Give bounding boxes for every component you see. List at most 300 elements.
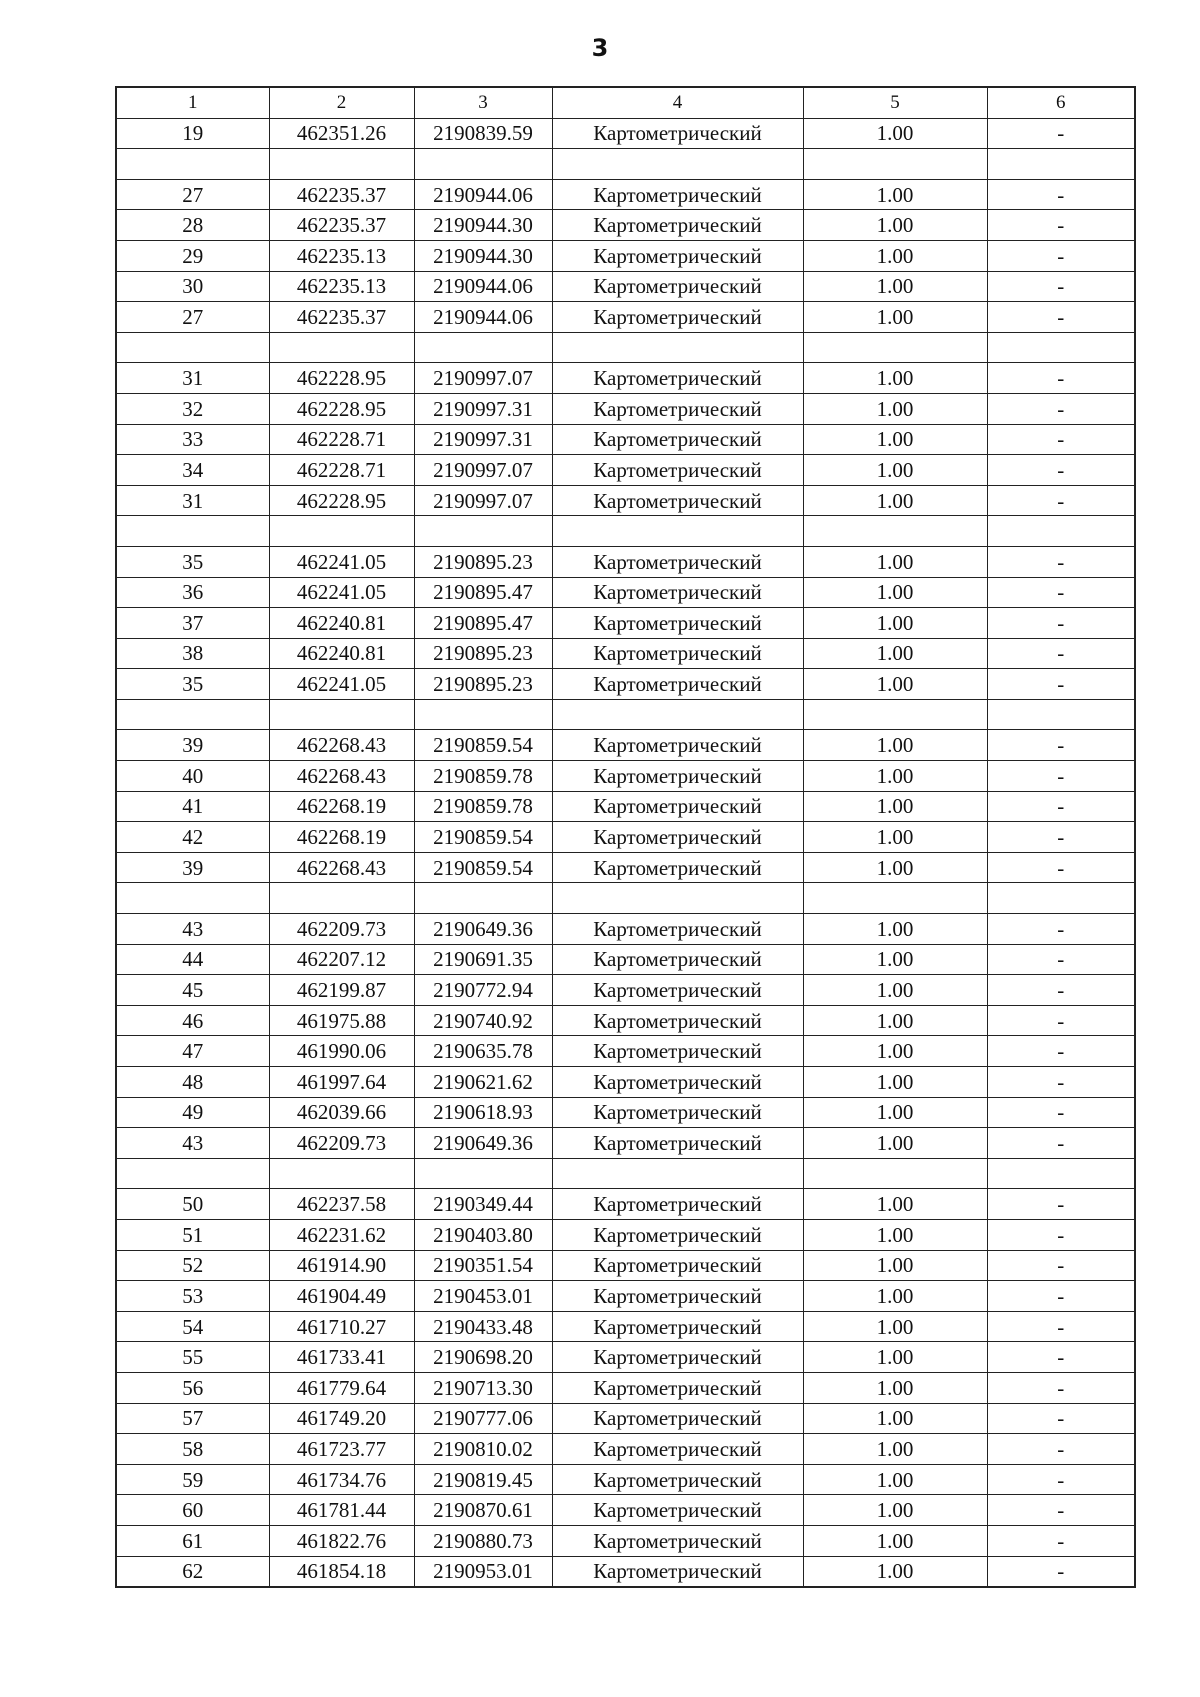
point-number-cell [116,883,269,914]
note-cell: - [987,944,1135,975]
y-coordinate-cell: 2190839.59 [414,118,552,149]
x-coordinate-cell: 462351.26 [269,118,414,149]
note-cell: - [987,1189,1135,1220]
method-cell: Картометрический [552,1372,803,1403]
method-cell: Картометрический [552,1250,803,1281]
accuracy-cell: 1.00 [803,638,987,669]
table-row [116,1311,1135,1342]
method-cell: Картометрический [552,1189,803,1220]
accuracy-cell: 1.00 [803,118,987,149]
table-row-spacer [116,883,1135,914]
y-coordinate-cell: 2190870.61 [414,1495,552,1526]
method-cell: Картометрический [552,1525,803,1556]
accuracy-cell: 1.00 [803,1250,987,1281]
accuracy-cell: 1.00 [803,1525,987,1556]
method-cell: Картометрический [552,210,803,241]
note-cell: - [987,730,1135,761]
x-coordinate-cell: 462199.87 [269,975,414,1006]
method-cell: Картометрический [552,791,803,822]
accuracy-cell: 1.00 [803,424,987,455]
y-coordinate-cell: 2190691.35 [414,944,552,975]
y-coordinate-cell: 2190859.54 [414,822,552,853]
y-coordinate-cell: 2190944.30 [414,240,552,271]
x-coordinate-cell: 462235.13 [269,240,414,271]
point-number-cell: 46 [116,1005,269,1036]
accuracy-cell: 1.00 [803,455,987,486]
x-coordinate-cell: 462228.95 [269,393,414,424]
note-cell: - [987,1219,1135,1250]
method-cell: Картометрический [552,914,803,945]
y-coordinate-cell [414,516,552,547]
point-number-cell: 41 [116,791,269,822]
method-cell: Картометрический [552,730,803,761]
y-coordinate-cell: 2190895.47 [414,608,552,639]
note-cell: - [987,1311,1135,1342]
accuracy-cell: 1.00 [803,975,987,1006]
method-cell: Картометрический [552,1403,803,1434]
y-coordinate-cell: 2190859.54 [414,852,552,883]
table-row [116,1219,1135,1250]
accuracy-cell: 1.00 [803,1128,987,1159]
method-cell: Картометрический [552,546,803,577]
x-coordinate-cell: 461904.49 [269,1281,414,1312]
y-coordinate-cell: 2190777.06 [414,1403,552,1434]
accuracy-cell: 1.00 [803,822,987,853]
y-coordinate-cell: 2190740.92 [414,1005,552,1036]
y-coordinate-cell: 2190944.06 [414,179,552,210]
note-cell: - [987,210,1135,241]
method-cell: Картометрический [552,1464,803,1495]
method-cell [552,883,803,914]
y-coordinate-cell: 2190649.36 [414,914,552,945]
table-header [116,87,1135,118]
note-cell: - [987,761,1135,792]
point-number-cell: 39 [116,852,269,883]
point-number-cell: 39 [116,730,269,761]
y-coordinate-cell: 2190403.80 [414,1219,552,1250]
method-cell [552,699,803,730]
x-coordinate-cell: 462235.13 [269,271,414,302]
y-coordinate-cell: 2190810.02 [414,1434,552,1465]
y-coordinate-cell: 2190859.78 [414,791,552,822]
note-cell: - [987,1403,1135,1434]
y-coordinate-cell: 2190997.31 [414,393,552,424]
table-row [116,1250,1135,1281]
point-number-cell: 29 [116,240,269,271]
point-number-cell: 48 [116,1067,269,1098]
accuracy-cell: 1.00 [803,363,987,394]
accuracy-cell: 1.00 [803,240,987,271]
method-cell: Картометрический [552,608,803,639]
point-number-cell: 43 [116,1128,269,1159]
method-cell: Картометрический [552,1097,803,1128]
accuracy-cell: 1.00 [803,302,987,333]
point-number-cell: 56 [116,1372,269,1403]
method-cell: Картометрический [552,271,803,302]
x-coordinate-cell: 462228.71 [269,455,414,486]
y-coordinate-cell [414,1158,552,1189]
method-cell: Картометрический [552,1219,803,1250]
method-cell: Картометрический [552,944,803,975]
accuracy-cell: 1.00 [803,393,987,424]
table-row [116,577,1135,608]
page-number: 3 [591,34,609,62]
y-coordinate-cell: 2190944.06 [414,271,552,302]
note-cell: - [987,669,1135,700]
note-cell: - [987,1434,1135,1465]
method-cell: Картометрический [552,669,803,700]
accuracy-cell: 1.00 [803,1403,987,1434]
point-number-cell: 51 [116,1219,269,1250]
note-cell: - [987,363,1135,394]
note-cell [987,883,1135,914]
header-row [116,87,1135,118]
method-cell: Картометрический [552,975,803,1006]
x-coordinate-cell: 462241.05 [269,546,414,577]
point-number-cell: 36 [116,577,269,608]
x-coordinate-cell: 462268.43 [269,730,414,761]
note-cell: - [987,455,1135,486]
method-cell: Картометрический [552,240,803,271]
accuracy-cell: 1.00 [803,730,987,761]
method-cell: Картометрический [552,852,803,883]
table-row [116,791,1135,822]
x-coordinate-cell: 461779.64 [269,1372,414,1403]
table-row [116,1403,1135,1434]
note-cell: - [987,179,1135,210]
table-row [116,975,1135,1006]
x-coordinate-cell: 461975.88 [269,1005,414,1036]
x-coordinate-cell: 461997.64 [269,1067,414,1098]
note-cell: - [987,1067,1135,1098]
point-number-cell: 28 [116,210,269,241]
x-coordinate-cell: 461734.76 [269,1464,414,1495]
method-cell: Картометрический [552,822,803,853]
accuracy-cell [803,699,987,730]
note-cell: - [987,1281,1135,1312]
point-number-cell: 57 [116,1403,269,1434]
note-cell: - [987,302,1135,333]
x-coordinate-cell [269,883,414,914]
point-number-cell [116,516,269,547]
note-cell: - [987,577,1135,608]
point-number-cell: 53 [116,1281,269,1312]
accuracy-cell [803,332,987,363]
point-number-cell: 27 [116,302,269,333]
table-row [116,455,1135,486]
x-coordinate-cell: 462241.05 [269,577,414,608]
x-coordinate-cell: 462235.37 [269,179,414,210]
table-row [116,944,1135,975]
point-number-cell: 31 [116,363,269,394]
accuracy-cell: 1.00 [803,210,987,241]
x-coordinate-cell: 462235.37 [269,210,414,241]
point-number-cell: 31 [116,485,269,516]
table-row [116,271,1135,302]
note-cell [987,516,1135,547]
accuracy-cell: 1.00 [803,791,987,822]
point-number-cell [116,149,269,180]
point-number-cell [116,699,269,730]
method-cell: Картометрический [552,485,803,516]
x-coordinate-cell [269,1158,414,1189]
y-coordinate-cell: 2190895.23 [414,669,552,700]
point-number-cell: 45 [116,975,269,1006]
method-cell: Картометрический [552,1036,803,1067]
note-cell: - [987,1464,1135,1495]
point-number-cell: 37 [116,608,269,639]
method-cell: Картометрический [552,118,803,149]
accuracy-cell: 1.00 [803,1495,987,1526]
x-coordinate-cell: 462209.73 [269,1128,414,1159]
y-coordinate-cell: 2190859.78 [414,761,552,792]
x-coordinate-cell: 462231.62 [269,1219,414,1250]
note-cell: - [987,424,1135,455]
method-cell [552,149,803,180]
note-cell: - [987,393,1135,424]
accuracy-cell: 1.00 [803,1281,987,1312]
accuracy-cell: 1.00 [803,852,987,883]
table-row-spacer [116,332,1135,363]
table-row [116,761,1135,792]
x-coordinate-cell: 462268.43 [269,852,414,883]
y-coordinate-cell: 2190895.47 [414,577,552,608]
table-row [116,363,1135,394]
x-coordinate-cell [269,516,414,547]
y-coordinate-cell: 2190618.93 [414,1097,552,1128]
table-row [116,1067,1135,1098]
method-cell [552,332,803,363]
method-cell: Картометрический [552,1556,803,1587]
method-cell: Картометрический [552,1067,803,1098]
note-cell: - [987,1250,1135,1281]
accuracy-cell: 1.00 [803,1311,987,1342]
coordinates-table [115,86,1136,1588]
y-coordinate-cell: 2190349.44 [414,1189,552,1220]
point-number-cell [116,332,269,363]
table-row [116,1556,1135,1587]
method-cell: Картометрический [552,761,803,792]
table-row [116,1189,1135,1220]
x-coordinate-cell: 462228.71 [269,424,414,455]
note-cell: - [987,608,1135,639]
accuracy-cell: 1.00 [803,608,987,639]
point-number-cell: 33 [116,424,269,455]
note-cell: - [987,485,1135,516]
x-coordinate-cell: 462268.43 [269,761,414,792]
x-coordinate-cell: 462235.37 [269,302,414,333]
point-number-cell: 38 [116,638,269,669]
point-number-cell: 42 [116,822,269,853]
note-cell: - [987,1495,1135,1526]
table-row [116,914,1135,945]
accuracy-cell [803,516,987,547]
note-cell: - [987,271,1135,302]
table-body [116,118,1135,1587]
y-coordinate-cell: 2190895.23 [414,546,552,577]
y-coordinate-cell: 2190351.54 [414,1250,552,1281]
accuracy-cell: 1.00 [803,1097,987,1128]
method-cell: Картометрический [552,1342,803,1373]
table-row [116,546,1135,577]
table-row [116,730,1135,761]
point-number-cell: 49 [116,1097,269,1128]
table-row [116,1036,1135,1067]
accuracy-cell: 1.00 [803,1005,987,1036]
method-cell: Картометрический [552,424,803,455]
x-coordinate-cell: 462268.19 [269,791,414,822]
y-coordinate-cell: 2190453.01 [414,1281,552,1312]
note-cell: - [987,914,1135,945]
x-coordinate-cell: 462207.12 [269,944,414,975]
column-header: 5 [803,87,987,118]
accuracy-cell: 1.00 [803,1219,987,1250]
method-cell [552,516,803,547]
point-number-cell: 35 [116,669,269,700]
accuracy-cell: 1.00 [803,1036,987,1067]
x-coordinate-cell: 461781.44 [269,1495,414,1526]
y-coordinate-cell: 2190649.36 [414,1128,552,1159]
column-header: 3 [414,87,552,118]
method-cell: Картометрический [552,1495,803,1526]
y-coordinate-cell: 2190713.30 [414,1372,552,1403]
x-coordinate-cell: 462241.05 [269,669,414,700]
point-number-cell: 60 [116,1495,269,1526]
y-coordinate-cell: 2190997.07 [414,455,552,486]
table-row [116,669,1135,700]
note-cell: - [987,546,1135,577]
point-number-cell: 50 [116,1189,269,1220]
table-row [116,1525,1135,1556]
accuracy-cell: 1.00 [803,1067,987,1098]
point-number-cell: 27 [116,179,269,210]
x-coordinate-cell: 461749.20 [269,1403,414,1434]
note-cell [987,699,1135,730]
point-number-cell [116,1158,269,1189]
table-row [116,210,1135,241]
accuracy-cell: 1.00 [803,944,987,975]
table-row [116,822,1135,853]
x-coordinate-cell: 462240.81 [269,638,414,669]
accuracy-cell: 1.00 [803,669,987,700]
x-coordinate-cell: 461723.77 [269,1434,414,1465]
x-coordinate-cell: 462240.81 [269,608,414,639]
y-coordinate-cell: 2190895.23 [414,638,552,669]
point-number-cell: 30 [116,271,269,302]
accuracy-cell: 1.00 [803,1342,987,1373]
point-number-cell: 58 [116,1434,269,1465]
table-row [116,1434,1135,1465]
method-cell: Картометрический [552,1434,803,1465]
table-row-spacer [116,149,1135,180]
point-number-cell: 62 [116,1556,269,1587]
note-cell [987,1158,1135,1189]
y-coordinate-cell [414,699,552,730]
point-number-cell: 43 [116,914,269,945]
x-coordinate-cell: 462228.95 [269,485,414,516]
table-row [116,1372,1135,1403]
note-cell: - [987,1005,1135,1036]
table-row [116,118,1135,149]
x-coordinate-cell: 462228.95 [269,363,414,394]
table-row [116,393,1135,424]
y-coordinate-cell [414,332,552,363]
accuracy-cell: 1.00 [803,485,987,516]
x-coordinate-cell: 461822.76 [269,1525,414,1556]
y-coordinate-cell: 2190698.20 [414,1342,552,1373]
table-row-spacer [116,516,1135,547]
method-cell: Картометрический [552,1005,803,1036]
accuracy-cell [803,883,987,914]
note-cell: - [987,1128,1135,1159]
accuracy-cell: 1.00 [803,1556,987,1587]
note-cell [987,149,1135,180]
table-row [116,1005,1135,1036]
y-coordinate-cell: 2190997.07 [414,363,552,394]
y-coordinate-cell: 2190859.54 [414,730,552,761]
table-row [116,608,1135,639]
y-coordinate-cell: 2190944.06 [414,302,552,333]
table-row [116,424,1135,455]
accuracy-cell: 1.00 [803,1434,987,1465]
y-coordinate-cell: 2190635.78 [414,1036,552,1067]
x-coordinate-cell [269,332,414,363]
y-coordinate-cell: 2190880.73 [414,1525,552,1556]
table-row [116,1342,1135,1373]
y-coordinate-cell [414,883,552,914]
note-cell: - [987,1525,1135,1556]
method-cell: Картометрический [552,638,803,669]
method-cell: Картометрический [552,393,803,424]
note-cell: - [987,822,1135,853]
method-cell: Картометрический [552,302,803,333]
method-cell: Картометрический [552,577,803,608]
column-header: 2 [269,87,414,118]
note-cell [987,332,1135,363]
method-cell: Картометрический [552,179,803,210]
note-cell: - [987,638,1135,669]
x-coordinate-cell: 462209.73 [269,914,414,945]
note-cell: - [987,240,1135,271]
x-coordinate-cell: 461990.06 [269,1036,414,1067]
accuracy-cell: 1.00 [803,271,987,302]
y-coordinate-cell: 2190819.45 [414,1464,552,1495]
table-row [116,1464,1135,1495]
table-row-spacer [116,699,1135,730]
note-cell: - [987,1372,1135,1403]
table-row [116,852,1135,883]
y-coordinate-cell: 2190772.94 [414,975,552,1006]
point-number-cell: 52 [116,1250,269,1281]
table-row [116,485,1135,516]
table-row [116,638,1135,669]
point-number-cell: 35 [116,546,269,577]
point-number-cell: 19 [116,118,269,149]
y-coordinate-cell: 2190944.30 [414,210,552,241]
point-number-cell: 54 [116,1311,269,1342]
table-row [116,1097,1135,1128]
method-cell: Картометрический [552,363,803,394]
x-coordinate-cell: 462039.66 [269,1097,414,1128]
accuracy-cell: 1.00 [803,546,987,577]
y-coordinate-cell [414,149,552,180]
y-coordinate-cell: 2190953.01 [414,1556,552,1587]
note-cell: - [987,791,1135,822]
point-number-cell: 34 [116,455,269,486]
table-row [116,1281,1135,1312]
note-cell: - [987,975,1135,1006]
table-row [116,1495,1135,1526]
